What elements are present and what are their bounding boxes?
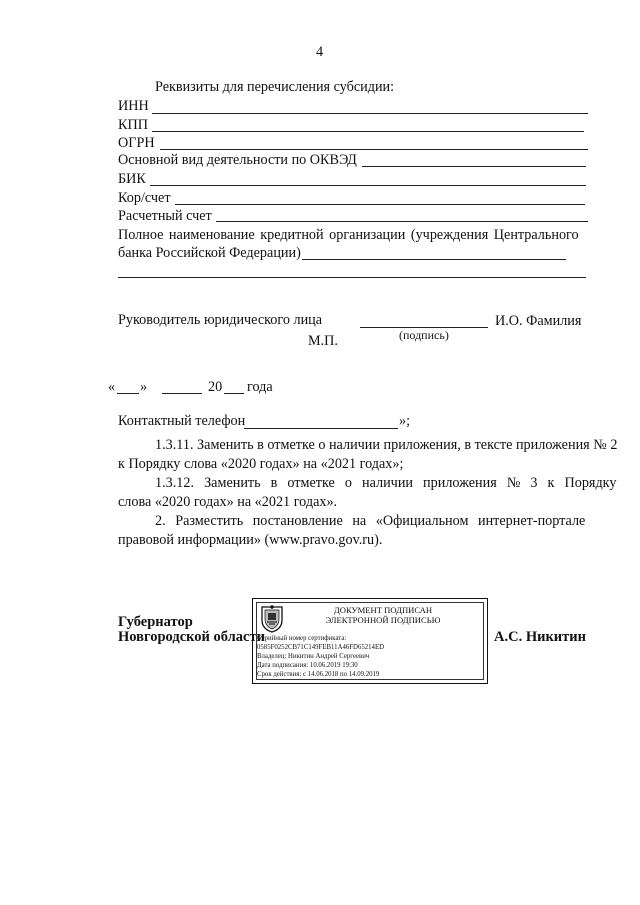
date-month-line: [162, 393, 202, 394]
okved-label: Основной вид деятельности по ОКВЭД: [118, 152, 357, 168]
raschet-field-line: [216, 221, 588, 222]
date-close-quote: »: [140, 379, 148, 395]
inn-label: ИНН: [118, 98, 149, 114]
stamp-owner: Владелец: Никитин Андрей Сергеевич: [257, 653, 370, 660]
governor-title-line2: Новгородской области: [118, 629, 265, 645]
signature-caption: (подпись): [399, 328, 449, 342]
bank-name-label-line2: банка Российской Федерации): [118, 245, 301, 261]
korschet-label: Кор/счет: [118, 190, 171, 206]
date-year-prefix: 20: [208, 379, 223, 395]
paragraph-2-line2: правовой информации» (www.pravo.gov.ru).: [118, 532, 383, 548]
contact-phone-line: [244, 428, 398, 429]
requisites-heading: Реквизиты для перечисления субсидии:: [155, 79, 395, 95]
bik-field-line: [150, 185, 586, 186]
ogrn-field-line: [160, 149, 588, 150]
governor-title-line1: Губернатор: [118, 614, 193, 630]
stamp-title: [283, 605, 483, 625]
bank-name-extra-line: [118, 277, 586, 278]
paragraph-1-3-12-line1: 1.3.12. Заменить в отметке о наличии приложения № 3 к Порядку: [155, 475, 617, 491]
bank-name-field-line: [302, 259, 566, 260]
raschet-label: Расчетный счет: [118, 208, 212, 224]
paragraph-2-line1: 2. Разместить постановление на «Официальном интернет-портале: [155, 513, 586, 529]
contact-phone-close: »;: [399, 413, 411, 429]
head-of-legal-entity-label: Руководитель юридического лица: [118, 312, 323, 328]
contact-phone-label: Контактный телефон: [118, 413, 246, 429]
stamp-validity: Срок действия: с 14.06.2018 по 14.09.2019: [257, 671, 380, 678]
stamp-sign-date: Дата подписания: 10.06.2019 19:30: [257, 662, 358, 669]
paragraph-1-3-11-line2: к Порядку слова «2020 годах» на «2021 годах»;: [118, 456, 404, 472]
stamp-title-line1: ДОКУМЕНТ ПОДПИСАН: [333, 605, 433, 615]
inn-field-line: [152, 113, 588, 114]
page-number: 4: [316, 44, 324, 60]
ogrn-label: ОГРН: [118, 135, 155, 151]
kpp-label: КПП: [118, 117, 148, 133]
okved-field-line: [362, 166, 586, 167]
governor-name: А.С. Никитин: [494, 629, 586, 645]
kpp-field-line: [152, 131, 584, 132]
date-day-line: [117, 393, 139, 394]
korschet-field-line: [175, 204, 585, 205]
bik-label: БИК: [118, 171, 146, 187]
stamp-cert-label: Серийный номер сертификата:: [257, 635, 347, 642]
stamp-cert-number: 0585F0252CB71C149FEB11A46FD65214ED: [257, 644, 385, 651]
date-year-line: [224, 393, 244, 394]
name-placeholder: И.О. Фамилия: [495, 313, 582, 329]
date-year-suffix: года: [247, 379, 273, 395]
stamp-place-label: М.П.: [308, 333, 338, 349]
stamp-title-line2: ЭЛЕКТРОННОЙ ПОДПИСЬЮ: [325, 615, 441, 625]
bank-name-label-line1: Полное наименование кредитной организации (учреждения Центрального: [118, 227, 579, 243]
coat-of-arms-emblem: [259, 604, 285, 634]
paragraph-1-3-12-line2: слова «2020 годах» на «2021 годах».: [118, 494, 338, 510]
date-open-quote: «: [108, 379, 116, 395]
electronic-signature-stamp: [252, 598, 488, 684]
paragraph-1-3-11-line1: 1.3.11. Заменить в отметке о наличии приложения, в тексте приложения № 2: [155, 437, 618, 453]
